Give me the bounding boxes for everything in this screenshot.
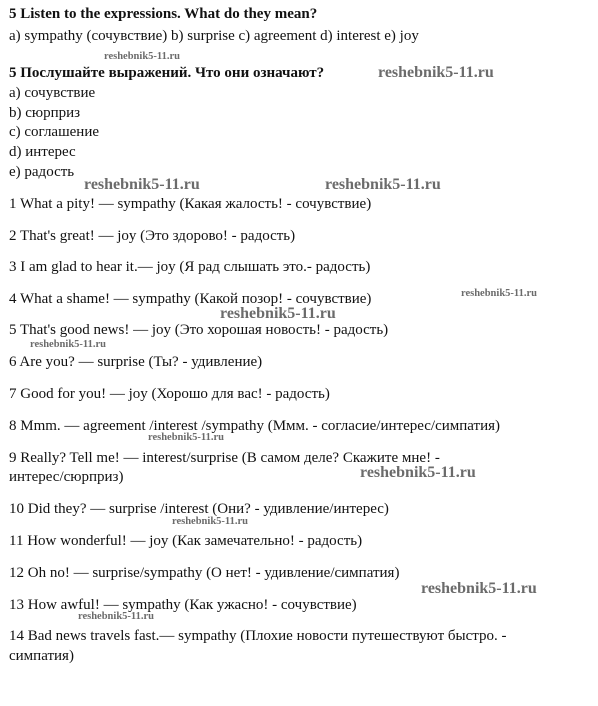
answer-10: 10 Did they? — surprise /interest (Они? - удивление/интерес): [9, 501, 389, 517]
watermark-text: reshebnik5-11.ru: [325, 176, 441, 193]
answer-1: 1 What a pity! — sympathy (Какая жалость! - сочувствие): [9, 196, 372, 212]
answer-4: 4 What a shame! — sympathy (Какой позор! - сочувствие): [9, 291, 372, 307]
option-ru-a: a) сочувствие: [9, 85, 96, 101]
answer-2: 2 That's great! — joy (Это здорово! - радость): [9, 228, 296, 244]
answer-9: 9 Really? Tell me! — interest/surprise (В самом деле? Скажите мне! -: [9, 450, 440, 466]
answer-14: 14 Bad news travels fast.— sympathy (Плохие новости путешествуют быстро. -: [9, 628, 507, 644]
options-en: a) sympathy (сочувствие) b) surprise c) agreement d) interest e) joy: [9, 28, 419, 44]
answer-3: 3 I am glad to hear it.— joy (Я рад слышать это.- радость): [9, 259, 371, 275]
option-ru-d: d) интерес: [9, 144, 76, 160]
option-ru-e: e) радость: [9, 164, 75, 180]
watermark-text: reshebnik5-11.ru: [172, 516, 248, 527]
watermark-text: reshebnik5-11.ru: [378, 64, 494, 81]
exercise-heading-en: 5 Listen to the expressions. What do they mean?: [9, 6, 318, 22]
answer-11: 11 How wonderful! — joy (Как замечательно! - радость): [9, 533, 363, 549]
watermark-text: reshebnik5-11.ru: [78, 611, 154, 622]
watermark-text: reshebnik5-11.ru: [84, 176, 200, 193]
option-ru-b: b) сюрприз: [9, 105, 81, 121]
watermark-text: reshebnik5-11.ru: [148, 432, 224, 443]
answer-8: 8 Mmm. — agreement /interest /sympathy (Ммм. - согласие/интерес/симпатия): [9, 418, 501, 434]
watermark-text: reshebnik5-11.ru: [421, 580, 537, 597]
watermark-text: reshebnik5-11.ru: [104, 51, 180, 62]
answer-13: 13 How awful! — sympathy (Как ужасно! - сочувствие): [9, 597, 357, 613]
watermark-text: reshebnik5-11.ru: [220, 305, 336, 322]
watermark-text: reshebnik5-11.ru: [360, 464, 476, 481]
watermark-text: reshebnik5-11.ru: [30, 339, 106, 350]
exercise-heading-ru: 5 Послушайте выражений. Что они означают?: [9, 65, 325, 81]
option-ru-c: c) соглашение: [9, 124, 100, 140]
answer-5: 5 That's good news! — joy (Это хорошая новость! - радость): [9, 322, 389, 338]
watermark-text: reshebnik5-11.ru: [461, 288, 537, 299]
answer-12: 12 Oh no! — surprise/sympathy (О нет! - удивление/симпатия): [9, 565, 400, 581]
answer-14-continued: симпатия): [9, 648, 74, 664]
answer-6: 6 Are you? — surprise (Ты? - удивление): [9, 354, 263, 370]
answer-9-continued: интерес/сюрприз): [9, 469, 124, 485]
answer-7: 7 Good for you! — joy (Хорошо для вас! - радость): [9, 386, 330, 402]
